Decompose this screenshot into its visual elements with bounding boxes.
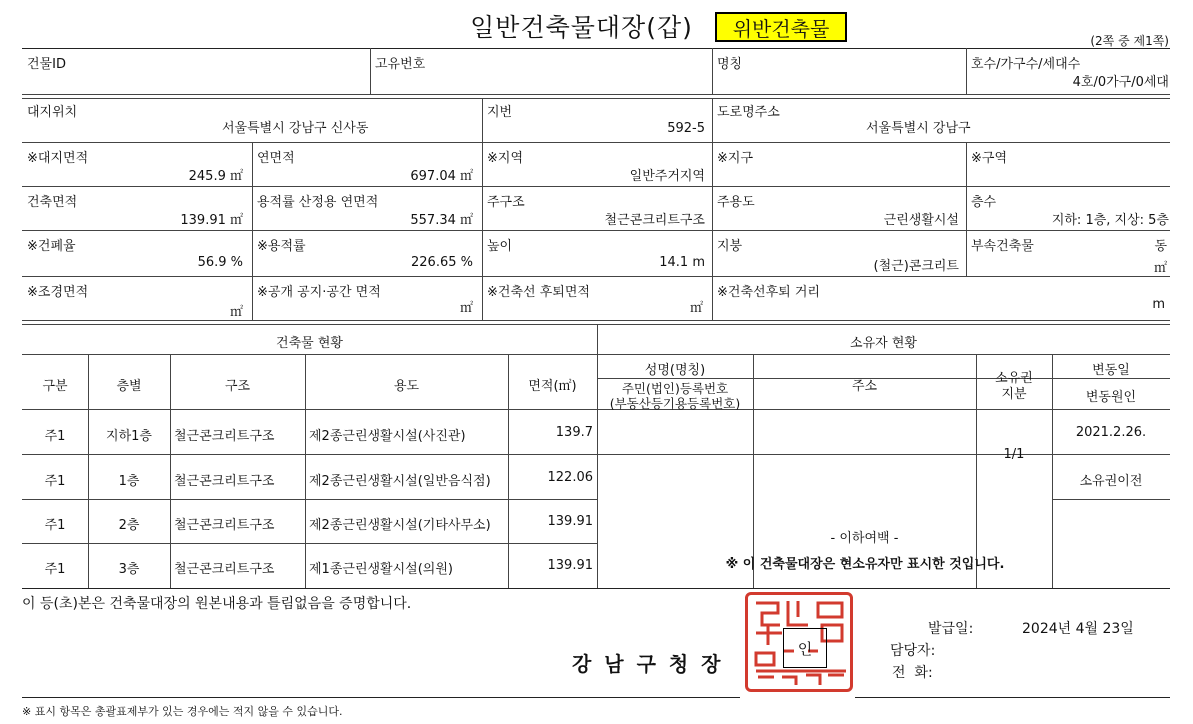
- use-label: 주용도: [717, 195, 755, 210]
- bcr-label: ※건폐율: [27, 239, 76, 254]
- col-owner-id2: (부동산등기용등록번호): [609, 396, 741, 411]
- table-row-area: 139.91: [547, 514, 593, 529]
- col-kind: 구분: [42, 379, 68, 394]
- document-title: 일반건축물대장(갑): [470, 13, 693, 42]
- far-area-label: 용적률 산정용 연면적: [257, 195, 379, 210]
- table-row-area: 139.7: [555, 425, 593, 440]
- table-row-use: 제2종근린생활시설(일반음식점): [309, 474, 491, 489]
- bldg-area-label: 건축면적: [27, 195, 78, 210]
- setback-area-label: ※건축선 후퇴면적: [487, 285, 590, 300]
- building-status-header: 건축물 현황: [276, 336, 343, 351]
- annex-count-unit: 동: [1154, 239, 1167, 254]
- landscape-label: ※조경면적: [27, 285, 89, 300]
- annex-label: 부속건축물: [971, 239, 1034, 254]
- unique-no-label: 고유번호: [375, 57, 426, 72]
- col-change-reason: 변동원인: [1085, 390, 1137, 405]
- table-row-use: 제2종근린생활시설(기타사무소): [309, 518, 491, 533]
- setback-dist-label: ※건축선후퇴 거리: [717, 285, 820, 300]
- lot-value: 592-5: [667, 121, 705, 136]
- table-row-floor: 3층: [118, 562, 140, 577]
- total-area-label: 연면적: [257, 151, 295, 166]
- use-value: 근린생활시설: [883, 213, 959, 228]
- table-row-kind: 주1: [44, 518, 66, 533]
- height-value: 14.1 m: [659, 255, 705, 270]
- owner-change-date: 2021.2.26.: [1075, 425, 1147, 440]
- table-row-kind: 주1: [44, 474, 66, 489]
- site-label: 대지위치: [27, 105, 78, 120]
- height-label: 높이: [487, 239, 513, 254]
- officer-label: 담당자:: [890, 643, 936, 659]
- table-row-structure: 철근콘크리트구조: [174, 518, 275, 533]
- units-label: 호수/가구수/세대수: [971, 57, 1081, 72]
- table-row-area: 122.06: [547, 470, 593, 485]
- floors-value: 지하: 1층, 지상: 5층: [1051, 213, 1169, 228]
- zone-label: ※지역: [487, 151, 524, 166]
- table-row-floor: 1층: [118, 474, 140, 489]
- table-row-structure: 철근콘크리트구조: [174, 429, 275, 444]
- col-share-2: 지분: [1001, 387, 1027, 402]
- table-row-use: 제2종근린생활시설(사진관): [309, 429, 466, 444]
- district-label: ※지구: [717, 151, 754, 166]
- col-share-1: 소유권: [995, 371, 1033, 386]
- phone-label: 전 화:: [892, 665, 933, 681]
- land-area-value: 245.9 ㎡: [188, 169, 243, 184]
- lot-label: 지번: [487, 105, 513, 120]
- seal-mark: 인: [783, 628, 827, 668]
- col-use: 용도: [393, 379, 420, 394]
- issue-date-label: 발급일:: [928, 621, 974, 637]
- violation-badge: 위반건축물: [715, 12, 847, 42]
- col-area: 면적(㎡): [528, 379, 577, 394]
- certify-text: 이 등(초)본은 건축물대장의 원본내용과 틀림없음을 증명합니다.: [22, 596, 412, 612]
- table-row-kind: 주1: [44, 429, 66, 444]
- area-label: ※구역: [971, 151, 1008, 166]
- bldg-area-value: 139.91 ㎡: [180, 213, 243, 228]
- table-row-floor: 지하1층: [106, 429, 152, 444]
- page-info: (2쪽 중 제1쪽): [1090, 34, 1169, 48]
- owner-share: 1/1: [1003, 447, 1025, 462]
- owner-status-header: 소유자 현황: [850, 336, 917, 351]
- structure-label: 주구조: [487, 195, 525, 210]
- roof-label: 지붕: [717, 239, 743, 254]
- issuing-authority: 강 남 구 청 장: [572, 652, 724, 676]
- total-area-value: 697.04 ㎡: [410, 169, 473, 184]
- footnote: ※ 표시 항목은 총괄표제부가 있는 경우에는 적지 않을 수 있습니다.: [22, 705, 343, 718]
- far-area-value: 557.34 ㎡: [410, 213, 473, 228]
- public-space-unit: ㎡: [459, 301, 473, 316]
- owner-change-reason: 소유권이전: [1079, 474, 1143, 489]
- col-change-date: 변동일: [1092, 363, 1130, 378]
- table-row-floor: 2층: [118, 518, 140, 533]
- table-row-structure: 철근콘크리트구조: [174, 474, 275, 489]
- road-label: 도로명주소: [717, 105, 780, 120]
- table-row-use: 제1종근린생활시설(의원): [309, 562, 453, 577]
- col-floor: 층별: [116, 379, 142, 394]
- setback-area-unit: ㎡: [689, 301, 703, 316]
- col-owner-id1: 주민(법인)등록번호: [621, 381, 729, 396]
- land-area-label: ※대지면적: [27, 151, 89, 166]
- road-value: 서울특별시 강남구: [866, 121, 971, 136]
- annex-area-unit: ㎡: [1153, 261, 1167, 276]
- name-label: 명칭: [717, 57, 743, 72]
- col-structure: 구조: [224, 379, 251, 394]
- table-row-structure: 철근콘크리트구조: [174, 562, 275, 577]
- building-id-label: 건물ID: [27, 57, 66, 72]
- units-value: 4호/0가구/0세대: [1072, 75, 1169, 90]
- table-row-kind: 주1: [44, 562, 66, 577]
- far-value: 226.65 %: [411, 255, 473, 270]
- zone-value: 일반주거지역: [629, 169, 705, 184]
- structure-value: 철근콘크리트구조: [604, 213, 705, 228]
- table-row-area: 139.91: [547, 558, 593, 573]
- issue-date: 2024년 4월 23일: [1022, 621, 1134, 637]
- floors-label: 층수: [971, 195, 997, 210]
- bcr-value: 56.9 %: [197, 255, 243, 270]
- setback-dist-unit: m: [1152, 297, 1165, 312]
- owner-notice: ※ 이 건축물대장은 현소유자만 표시한 것입니다.: [725, 557, 1005, 572]
- owner-blank-note: - 이하여백 -: [830, 531, 899, 546]
- landscape-unit: ㎡: [229, 305, 243, 320]
- roof-value: (철근)콘크리트: [873, 259, 959, 274]
- public-space-label: ※공개 공지·공간 면적: [257, 285, 381, 300]
- col-owner-name: 성명(명칭): [644, 363, 706, 378]
- site-value: 서울특별시 강남구 신사동: [222, 121, 369, 136]
- col-address: 주소: [851, 379, 878, 394]
- far-label: ※용적률: [257, 239, 306, 254]
